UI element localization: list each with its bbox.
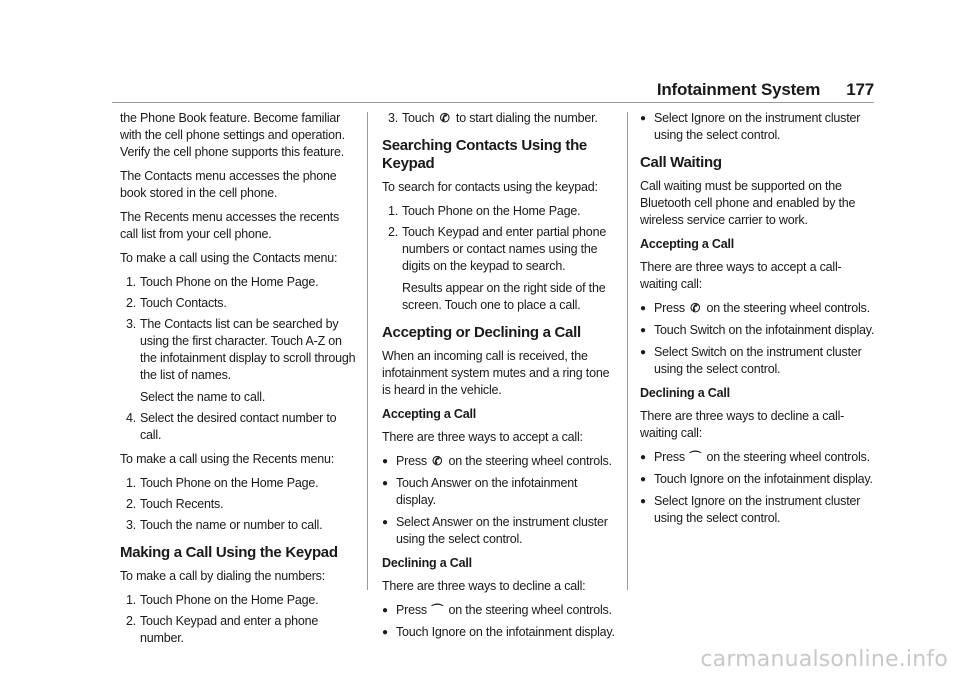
step-number: 1. [388, 204, 399, 218]
bullet-text: Press [396, 603, 427, 617]
recents-steps [120, 475, 356, 534]
step-number: 1. [126, 476, 137, 490]
page-header [657, 80, 874, 100]
paragraph: When an incoming call is received, the infotainment system mutes and a ring tone is heard in the vehicle. [382, 349, 610, 397]
list-item [120, 316, 356, 406]
bullet-icon: ● [382, 627, 388, 638]
step-text: Touch Phone on the Home Page. [140, 476, 319, 490]
list-item [640, 300, 876, 317]
bullet-icon: ● [382, 478, 388, 489]
decline-options [382, 602, 618, 641]
list-item [120, 475, 356, 492]
subheading: Declining a Call [640, 386, 730, 400]
phone-call-icon: ✆ [432, 454, 443, 468]
list-item [640, 449, 876, 466]
list-item [382, 475, 618, 509]
step-text: Touch Keypad and enter partial phone numbers or contact names using the digits on the keypad to search. [402, 225, 607, 273]
bullet-icon: ● [382, 605, 388, 616]
paragraph: the Phone Book feature. Become familiar with the cell phone settings and operation. Verify the cell phone supports this feature. [120, 111, 345, 159]
column-1 [120, 110, 356, 654]
bullet-text: Select Answer on the instrument cluster using the select control. [396, 515, 608, 546]
watermark: carmanualsonline.info [700, 647, 948, 672]
paragraph: There are three ways to decline a call-waiting call: [640, 409, 845, 440]
step-text: Touch Phone on the Home Page. [402, 204, 581, 218]
paragraph: To search for contacts using the keypad: [382, 180, 598, 194]
step-text: Touch [402, 111, 435, 125]
bullet-text: Touch Answer on the infotainment display. [396, 476, 578, 507]
bullet-icon: ● [640, 113, 646, 124]
step-text: to start dialing the number. [455, 111, 598, 125]
bullet-text: on the steering wheel controls. [706, 450, 870, 464]
list-item [382, 602, 618, 619]
paragraph: Call waiting must be supported on the Bluetooth cell phone and enabled by the wireless service carrier to work. [640, 179, 856, 227]
paragraph: There are three ways to accept a call: [382, 430, 583, 444]
bullet-text: on the steering wheel controls. [448, 603, 612, 617]
bullet-icon: ● [640, 452, 646, 463]
list-item [382, 224, 618, 314]
step-number: 3. [388, 111, 399, 125]
search-steps [382, 203, 618, 314]
step-number: 2. [126, 497, 137, 511]
step-number: 2. [126, 296, 137, 310]
list-item [120, 295, 356, 312]
list-item [640, 110, 876, 144]
list-item [382, 624, 618, 641]
bullet-icon: ● [640, 474, 646, 485]
bullet-text: on the steering wheel controls. [448, 454, 612, 468]
step-text: The Contacts list can be searched by using the first character. Touch A-Z on the infotainment display to scroll through the list of names. [140, 317, 356, 382]
step-text: Touch Recents. [140, 497, 224, 511]
paragraph: There are three ways to accept a call-waiting call: [640, 260, 842, 291]
list-item [640, 322, 876, 339]
bullet-icon: ● [382, 456, 388, 467]
bullet-text: Select Ignore on the instrument cluster using the select control. [654, 111, 861, 142]
page-number: 177 [846, 80, 874, 99]
phone-call-icon: ✆ [690, 301, 701, 315]
step-subtext: Select the name to call. [140, 390, 266, 404]
bullet-text: Press [654, 301, 685, 315]
list-item [120, 517, 356, 534]
bullet-text: Select Ignore on the instrument cluster using the select control. [654, 494, 861, 525]
list-item [120, 496, 356, 513]
decline-options-continued [640, 110, 876, 144]
step-text: Touch Contacts. [140, 296, 227, 310]
column-3 [640, 110, 876, 534]
step-number: 3. [126, 317, 137, 331]
bullet-text: Touch Ignore on the infotainment display. [654, 472, 873, 486]
bullet-icon: ● [640, 325, 646, 336]
paragraph: The Recents menu accesses the recents call list from your cell phone. [120, 210, 340, 241]
list-item [382, 110, 618, 127]
bullet-icon: ● [382, 517, 388, 528]
subheading: Declining a Call [382, 556, 472, 570]
list-item [120, 613, 356, 647]
step-subtext: Results appear on the right side of the screen. Touch one to place a call. [402, 281, 606, 312]
bullet-text: on the steering wheel controls. [706, 301, 870, 315]
phone-hangup-icon: ⌒ [431, 603, 444, 617]
list-item [120, 410, 356, 444]
phone-dial-icon: ✆ [439, 111, 450, 125]
phone-hangup-icon: ⌒ [689, 450, 702, 464]
list-item [640, 471, 876, 488]
contacts-steps [120, 274, 356, 444]
paragraph: To make a call by dialing the numbers: [120, 569, 326, 583]
step-number: 2. [388, 225, 399, 239]
call-waiting-accept-options [640, 300, 876, 378]
list-item [120, 274, 356, 291]
bullet-text: Press [396, 454, 427, 468]
column-divider [367, 112, 368, 590]
bullet-icon: ● [640, 496, 646, 507]
step-text: Touch Keypad and enter a phone number. [140, 614, 319, 645]
accept-options [382, 453, 618, 548]
section-heading: Making a Call Using the Keypad [120, 544, 338, 561]
list-item [640, 344, 876, 378]
paragraph: There are three ways to decline a call: [382, 579, 586, 593]
subheading: Accepting a Call [382, 407, 477, 421]
bullet-text: Press [654, 450, 685, 464]
section-heading: Accepting or Declining a Call [382, 324, 581, 341]
subheading: Accepting a Call [640, 237, 735, 251]
list-item [382, 514, 618, 548]
section-heading: Call Waiting [640, 154, 722, 171]
bullet-text: Select Switch on the instrument cluster using the select control. [654, 345, 862, 376]
step-number: 1. [126, 593, 137, 607]
keypad-steps-continued [382, 110, 618, 127]
list-item [120, 592, 356, 609]
paragraph: The Contacts menu accesses the phone book stored in the cell phone. [120, 169, 337, 200]
section-heading: Searching Contacts Using the Keypad [382, 137, 587, 172]
header-rule [112, 102, 874, 103]
step-text: Touch the name or number to call. [140, 518, 323, 532]
column-divider [627, 112, 628, 590]
list-item [640, 493, 876, 527]
step-number: 3. [126, 518, 137, 532]
list-item [382, 203, 618, 220]
step-number: 1. [126, 275, 137, 289]
paragraph: To make a call using the Recents menu: [120, 452, 335, 466]
step-number: 2. [126, 614, 137, 628]
keypad-steps [120, 592, 356, 647]
bullet-text: Touch Ignore on the infotainment display. [396, 625, 615, 639]
section-title: Infotainment System [656, 80, 821, 99]
paragraph: To make a call using the Contacts menu: [120, 251, 338, 265]
list-item [382, 453, 618, 470]
step-text: Touch Phone on the Home Page. [140, 275, 319, 289]
call-waiting-decline-options [640, 449, 876, 527]
column-2 [382, 110, 618, 648]
bullet-text: Touch Switch on the infotainment display. [654, 323, 875, 337]
step-text: Select the desired contact number to call. [140, 411, 337, 442]
bullet-icon: ● [640, 347, 646, 358]
bullet-icon: ● [640, 303, 646, 314]
step-number: 4. [126, 411, 137, 425]
step-text: Touch Phone on the Home Page. [140, 593, 319, 607]
